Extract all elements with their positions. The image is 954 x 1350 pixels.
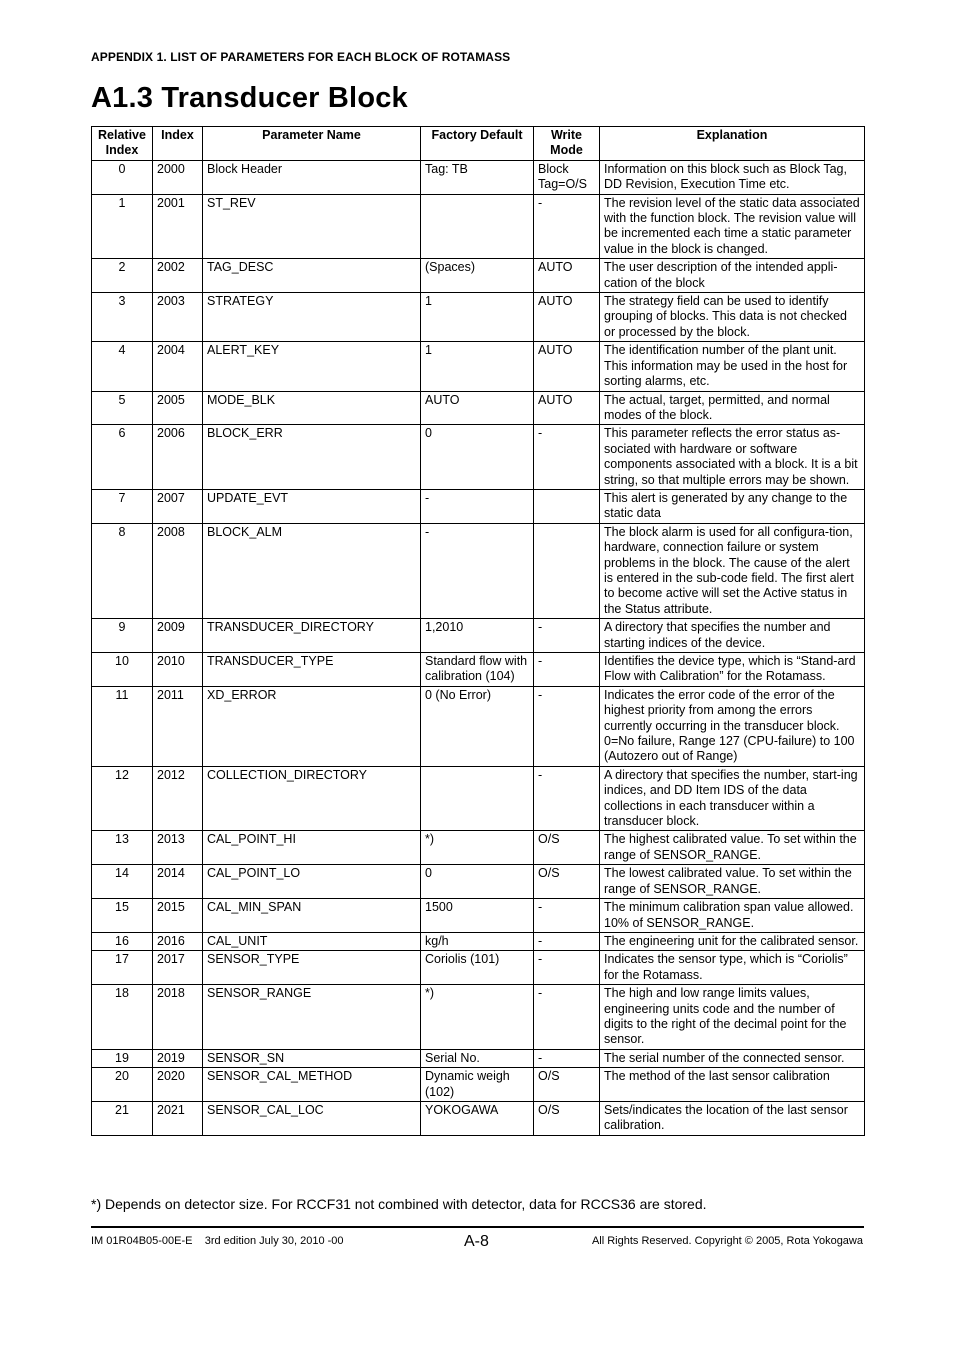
cell-explanation: The lowest calibrated value. To set within the range of SENSOR_RANGE.	[600, 865, 865, 899]
cell-relative-index: 7	[92, 489, 153, 523]
table-row	[92, 985, 865, 1050]
cell-index: 2016	[153, 932, 203, 950]
cell-relative-index: 12	[92, 766, 153, 831]
cell-index: 2013	[153, 831, 203, 865]
cell-parameter-name: CAL_UNIT	[203, 932, 421, 950]
table-row	[92, 1068, 865, 1102]
cell-parameter-name: SENSOR_RANGE	[203, 985, 421, 1050]
cell-explanation: The strategy field can be used to identify grouping of blocks. This data is not checked or processed by the block.	[600, 293, 865, 342]
cell-relative-index: 9	[92, 619, 153, 653]
cell-factory-default	[421, 766, 534, 831]
cell-parameter-name: Block Header	[203, 160, 421, 194]
cell-explanation: Indicates the sensor type, which is “Coriolis” for the Rotamass.	[600, 951, 865, 985]
cell-relative-index: 14	[92, 865, 153, 899]
cell-write-mode: -	[534, 951, 600, 985]
footer-page-number: A-8	[464, 1233, 489, 1250]
cell-index: 2006	[153, 425, 203, 490]
cell-relative-index: 10	[92, 653, 153, 687]
cell-factory-default: Tag: TB	[421, 160, 534, 194]
cell-explanation: The actual, target, permitted, and normal modes of the block.	[600, 391, 865, 425]
column-header-relative-index: Relative Index	[92, 127, 153, 161]
cell-factory-default: 1	[421, 342, 534, 391]
cell-factory-default: 0 (No Error)	[421, 686, 534, 766]
cell-index: 2019	[153, 1049, 203, 1067]
cell-factory-default: YOKOGAWA	[421, 1101, 534, 1135]
table-row	[92, 865, 865, 899]
cell-factory-default: 0	[421, 865, 534, 899]
table-row	[92, 259, 865, 293]
table-row	[92, 523, 865, 618]
cell-parameter-name: ST_REV	[203, 194, 421, 259]
cell-relative-index: 20	[92, 1068, 153, 1102]
cell-index: 2010	[153, 653, 203, 687]
cell-factory-default: 1,2010	[421, 619, 534, 653]
cell-index: 2012	[153, 766, 203, 831]
table-row	[92, 951, 865, 985]
cell-explanation: A directory that specifies the number and starting indices of the device.	[600, 619, 865, 653]
table-body	[92, 160, 865, 1135]
cell-explanation: The minimum calibration span value allowed. 10% of SENSOR_RANGE.	[600, 899, 865, 933]
cell-factory-default: Serial No.	[421, 1049, 534, 1067]
column-header-write-mode: Write Mode	[534, 127, 600, 161]
cell-write-mode: -	[534, 425, 600, 490]
footnote: *) Depends on detector size. For RCCF31 not combined with detector, data for RCCS36 are stored.	[91, 1196, 707, 1212]
cell-factory-default	[421, 194, 534, 259]
cell-write-mode: -	[534, 686, 600, 766]
cell-parameter-name: STRATEGY	[203, 293, 421, 342]
cell-relative-index: 5	[92, 391, 153, 425]
table-row	[92, 1101, 865, 1135]
cell-parameter-name: TRANSDUCER_TYPE	[203, 653, 421, 687]
cell-explanation: Identifies the device type, which is “Stand-ard Flow with Calibration” for the Rotamass.	[600, 653, 865, 687]
cell-relative-index: 18	[92, 985, 153, 1050]
cell-parameter-name: UPDATE_EVT	[203, 489, 421, 523]
cell-write-mode: -	[534, 899, 600, 933]
cell-relative-index: 2	[92, 259, 153, 293]
cell-factory-default: 0	[421, 425, 534, 490]
cell-index: 2009	[153, 619, 203, 653]
cell-relative-index: 19	[92, 1049, 153, 1067]
cell-explanation: The block alarm is used for all configura-tion, hardware, connection failure or system problems in the block. The cause of the alert is entered in the sub-code field. The first alert to become active will set the Active status in the Status attribute.	[600, 523, 865, 618]
cell-factory-default: -	[421, 489, 534, 523]
footer-rule	[91, 1226, 864, 1228]
cell-parameter-name: BLOCK_ERR	[203, 425, 421, 490]
cell-explanation: The method of the last sensor calibration	[600, 1068, 865, 1102]
table-row	[92, 766, 865, 831]
table-header-row	[92, 127, 865, 161]
cell-explanation: This parameter reflects the error status as-sociated with hardware or software components associated with a block. It is a bit string, so that multiple errors may be shown.	[600, 425, 865, 490]
cell-index: 2000	[153, 160, 203, 194]
column-header-factory-default: Factory Default	[421, 127, 534, 161]
cell-explanation: The serial number of the connected sensor.	[600, 1049, 865, 1067]
cell-factory-default: AUTO	[421, 391, 534, 425]
column-header-parameter-name: Parameter Name	[203, 127, 421, 161]
cell-index: 2002	[153, 259, 203, 293]
table-row	[92, 194, 865, 259]
cell-write-mode: AUTO	[534, 293, 600, 342]
cell-parameter-name: XD_ERROR	[203, 686, 421, 766]
cell-write-mode	[534, 489, 600, 523]
table-row	[92, 293, 865, 342]
footer-doc-id: IM 01R04B05-00E-E 3rd edition July 30, 2010 -00	[91, 1235, 344, 1247]
table-row	[92, 391, 865, 425]
cell-index: 2003	[153, 293, 203, 342]
table-row	[92, 489, 865, 523]
cell-index: 2011	[153, 686, 203, 766]
cell-index: 2018	[153, 985, 203, 1050]
table-row	[92, 425, 865, 490]
table-row	[92, 653, 865, 687]
cell-explanation: The revision level of the static data associated with the function block. The revision value will be incremented each time a static parameter value in the block is changed.	[600, 194, 865, 259]
cell-index: 2017	[153, 951, 203, 985]
cell-write-mode: O/S	[534, 1101, 600, 1135]
cell-write-mode: O/S	[534, 865, 600, 899]
parameter-table	[91, 126, 865, 1136]
cell-relative-index: 4	[92, 342, 153, 391]
cell-factory-default: -	[421, 523, 534, 618]
table-row	[92, 619, 865, 653]
cell-explanation: The engineering unit for the calibrated sensor.	[600, 932, 865, 950]
cell-index: 2021	[153, 1101, 203, 1135]
cell-relative-index: 0	[92, 160, 153, 194]
cell-relative-index: 8	[92, 523, 153, 618]
cell-write-mode: -	[534, 619, 600, 653]
cell-explanation: This alert is generated by any change to the static data	[600, 489, 865, 523]
page-title: A1.3 Transducer Block	[91, 82, 408, 114]
cell-write-mode: -	[534, 194, 600, 259]
cell-factory-default: Dynamic weigh (102)	[421, 1068, 534, 1102]
cell-explanation: Sets/indicates the location of the last sensor calibration.	[600, 1101, 865, 1135]
cell-write-mode: AUTO	[534, 342, 600, 391]
cell-explanation: The high and low range limits values, engineering units code and the number of digits to the right of the decimal point for the sensor.	[600, 985, 865, 1050]
cell-parameter-name: SENSOR_CAL_METHOD	[203, 1068, 421, 1102]
cell-write-mode: O/S	[534, 1068, 600, 1102]
cell-index: 2007	[153, 489, 203, 523]
cell-relative-index: 11	[92, 686, 153, 766]
cell-write-mode: -	[534, 766, 600, 831]
table-row	[92, 686, 865, 766]
cell-parameter-name: CAL_POINT_LO	[203, 865, 421, 899]
cell-index: 2015	[153, 899, 203, 933]
cell-parameter-name: COLLECTION_DIRECTORY	[203, 766, 421, 831]
table-row	[92, 831, 865, 865]
table-row	[92, 899, 865, 933]
cell-parameter-name: BLOCK_ALM	[203, 523, 421, 618]
cell-index: 2014	[153, 865, 203, 899]
cell-factory-default: 1	[421, 293, 534, 342]
column-header-index: Index	[153, 127, 203, 161]
cell-relative-index: 13	[92, 831, 153, 865]
cell-explanation: Information on this block such as Block Tag, DD Revision, Execution Time etc.	[600, 160, 865, 194]
cell-index: 2004	[153, 342, 203, 391]
cell-index: 2020	[153, 1068, 203, 1102]
cell-relative-index: 1	[92, 194, 153, 259]
cell-parameter-name: SENSOR_SN	[203, 1049, 421, 1067]
cell-write-mode: -	[534, 932, 600, 950]
cell-write-mode	[534, 523, 600, 618]
cell-parameter-name: TAG_DESC	[203, 259, 421, 293]
cell-explanation: Indicates the error code of the error of the highest priority from among the errors currently occurring in the transducer block. 0=No failure, Range 127 (CPU-failure) to 100 (Autozero out of Range)	[600, 686, 865, 766]
cell-factory-default: 1500	[421, 899, 534, 933]
cell-write-mode: AUTO	[534, 391, 600, 425]
cell-parameter-name: SENSOR_CAL_LOC	[203, 1101, 421, 1135]
cell-explanation: The identification number of the plant unit. This information may be used in the host for sorting alarms, etc.	[600, 342, 865, 391]
cell-factory-default: Coriolis (101)	[421, 951, 534, 985]
cell-parameter-name: MODE_BLK	[203, 391, 421, 425]
cell-relative-index: 21	[92, 1101, 153, 1135]
cell-relative-index: 3	[92, 293, 153, 342]
cell-explanation: The highest calibrated value. To set within the range of SENSOR_RANGE.	[600, 831, 865, 865]
cell-factory-default: *)	[421, 985, 534, 1050]
cell-factory-default: *)	[421, 831, 534, 865]
cell-explanation: The user description of the intended appli-cation of the block	[600, 259, 865, 293]
column-header-explanation: Explanation	[600, 127, 865, 161]
cell-index: 2008	[153, 523, 203, 618]
cell-parameter-name: TRANSDUCER_DIRECTORY	[203, 619, 421, 653]
cell-parameter-name: CAL_POINT_HI	[203, 831, 421, 865]
cell-write-mode: Block Tag=O/S	[534, 160, 600, 194]
table-row	[92, 932, 865, 950]
cell-factory-default: (Spaces)	[421, 259, 534, 293]
cell-factory-default: kg/h	[421, 932, 534, 950]
cell-relative-index: 6	[92, 425, 153, 490]
cell-relative-index: 15	[92, 899, 153, 933]
cell-write-mode: -	[534, 985, 600, 1050]
footer-copyright: All Rights Reserved. Copyright © 2005, Rota Yokogawa	[591, 1235, 863, 1247]
table-row	[92, 1049, 865, 1067]
table-row	[92, 160, 865, 194]
cell-parameter-name: SENSOR_TYPE	[203, 951, 421, 985]
table-row	[92, 342, 865, 391]
cell-write-mode: O/S	[534, 831, 600, 865]
cell-write-mode: -	[534, 1049, 600, 1067]
cell-index: 2005	[153, 391, 203, 425]
cell-parameter-name: ALERT_KEY	[203, 342, 421, 391]
appendix-header: APPENDIX 1. LIST OF PARAMETERS FOR EACH BLOCK OF ROTAMASS	[91, 50, 511, 64]
cell-relative-index: 17	[92, 951, 153, 985]
cell-index: 2001	[153, 194, 203, 259]
cell-relative-index: 16	[92, 932, 153, 950]
cell-write-mode: AUTO	[534, 259, 600, 293]
cell-factory-default: Standard flow with calibration (104)	[421, 653, 534, 687]
cell-write-mode: -	[534, 653, 600, 687]
cell-parameter-name: CAL_MIN_SPAN	[203, 899, 421, 933]
cell-explanation: A directory that specifies the number, start-ing indices, and DD Item IDS of the data collections in each transducer within a transducer block.	[600, 766, 865, 831]
